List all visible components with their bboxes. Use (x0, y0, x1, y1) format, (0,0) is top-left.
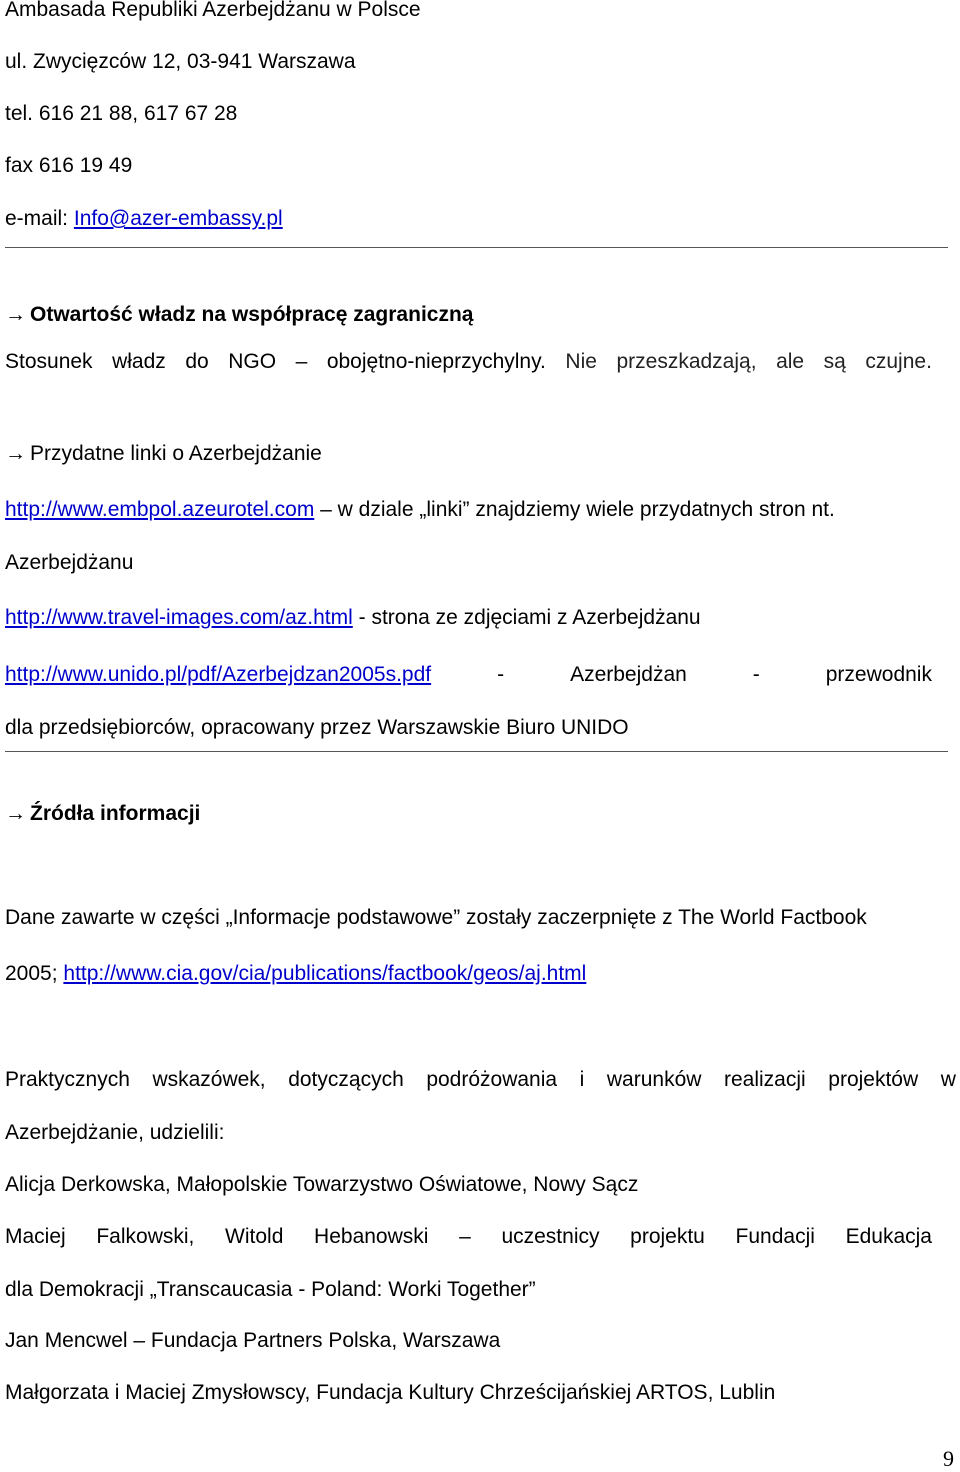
word: projektów (828, 1068, 919, 1091)
embpol-link-description-cont: Azerbejdżanu (5, 551, 134, 574)
word: i (579, 1068, 585, 1091)
embassy-fax: fax 616 19 49 (5, 154, 133, 177)
divider-2 (5, 751, 948, 752)
embassy-address: ul. Zwycięzców 12, 03-941 Warszawa (5, 50, 356, 73)
word: Stosunek (5, 350, 93, 373)
word: do (185, 350, 209, 373)
contributor-2-line-2: dla Demokracji „Transcaucasia - Poland: Worki Together” (5, 1278, 536, 1301)
ngo-attitude-text (5, 349, 932, 375)
travel-images-link-line (5, 605, 701, 631)
travel-images-description: - strona ze zdjęciami z Azerbejdżanu (352, 606, 701, 629)
section-heading-sources (5, 801, 200, 827)
embpol-link[interactable]: http://www.embpol.azeurotel.com (5, 498, 315, 521)
sources-paragraph-line-1: Dane zawarte w części „Informacje podstawowe” zostały zaczerpnięte z The World Factbook (5, 906, 867, 929)
year-text: 2005; (5, 962, 64, 985)
word: – (459, 1225, 471, 1248)
word: - (497, 663, 505, 686)
email-label: e-mail: (5, 207, 74, 230)
arrow-right-icon: → (5, 442, 26, 465)
advice-paragraph-line-2: Azerbejdżanie, udzielili: (5, 1121, 225, 1144)
word: Fundacji (735, 1225, 815, 1248)
word: czujne. (865, 350, 932, 373)
contributor-1: Alicja Derkowska, Małopolskie Towarzystwo Oświatowe, Nowy Sącz (5, 1173, 639, 1196)
word: obojętno-nieprzychylny. (326, 350, 546, 373)
word: wskazówek, (152, 1068, 266, 1091)
contributor-2-line-1 (5, 1224, 932, 1250)
travel-images-link[interactable]: http://www.travel-images.com/az.html (5, 606, 353, 629)
section-heading-text: Otwartość władz na współpracę zagraniczną (30, 303, 474, 326)
section-heading-text: Przydatne linki o Azerbejdżanie (30, 442, 322, 465)
arrow-right-icon: → (5, 802, 26, 825)
contributor-4: Małgorzata i Maciej Zmysłowscy, Fundacja Kultury Chrześcijańskiej ARTOS, Lublin (5, 1381, 776, 1404)
word: – (295, 350, 308, 373)
divider-1 (5, 247, 948, 248)
embassy-name: Ambasada Republiki Azerbejdżanu w Polsce (5, 0, 421, 21)
word: NGO (228, 350, 277, 373)
unido-link-line (5, 662, 932, 688)
unido-link[interactable]: http://www.unido.pl/pdf/Azerbejdzan2005s.pdf (5, 663, 432, 686)
word: realizacji (724, 1068, 806, 1091)
word: Hebanowski (314, 1225, 429, 1248)
word: Praktycznych (5, 1068, 130, 1091)
contributor-3: Jan Mencwel – Fundacja Partners Polska, Warszawa (5, 1329, 501, 1352)
section-heading-links (5, 441, 322, 467)
unido-description: dla przedsiębiorców, opracowany przez Warszawskie Biuro UNIDO (5, 716, 629, 739)
word: ale (776, 350, 805, 373)
arrow-right-icon: → (5, 303, 26, 326)
word: Falkowski, (96, 1225, 195, 1248)
cia-factbook-link[interactable]: http://www.cia.gov/cia/publications/factbook/geos/aj.html (63, 962, 587, 985)
word: - (752, 663, 760, 686)
word: uczestnicy (501, 1225, 600, 1248)
embassy-email (5, 206, 283, 232)
page-number: 9 (943, 1446, 954, 1471)
word: Maciej (5, 1225, 66, 1248)
embpol-link-line (5, 497, 835, 523)
embpol-link-description: – w dziale „linki” znajdziemy wiele przydatnych stron nt. (314, 498, 835, 521)
word: są (823, 350, 846, 373)
word: władz (112, 350, 166, 373)
word: przeszkadzają, (616, 350, 757, 373)
email-link[interactable]: Info@azer-embassy.pl (73, 207, 283, 230)
word: warunków (606, 1068, 702, 1091)
advice-paragraph-line-1 (5, 1067, 956, 1093)
section-heading-text: Źródła informacji (30, 802, 201, 825)
embassy-phone: tel. 616 21 88, 617 67 28 (5, 102, 238, 125)
word: Edukacja (845, 1225, 932, 1248)
word: Azerbejdżan (570, 663, 687, 686)
word: podróżowania (426, 1068, 558, 1091)
section-heading-cooperation (5, 302, 473, 328)
word: projektu (630, 1225, 705, 1248)
sources-paragraph-line-2 (5, 961, 586, 987)
word: Nie (565, 350, 597, 373)
word: Witold (225, 1225, 284, 1248)
word: dotyczących (288, 1068, 404, 1091)
word: w (940, 1068, 956, 1091)
word: przewodnik (825, 663, 932, 686)
